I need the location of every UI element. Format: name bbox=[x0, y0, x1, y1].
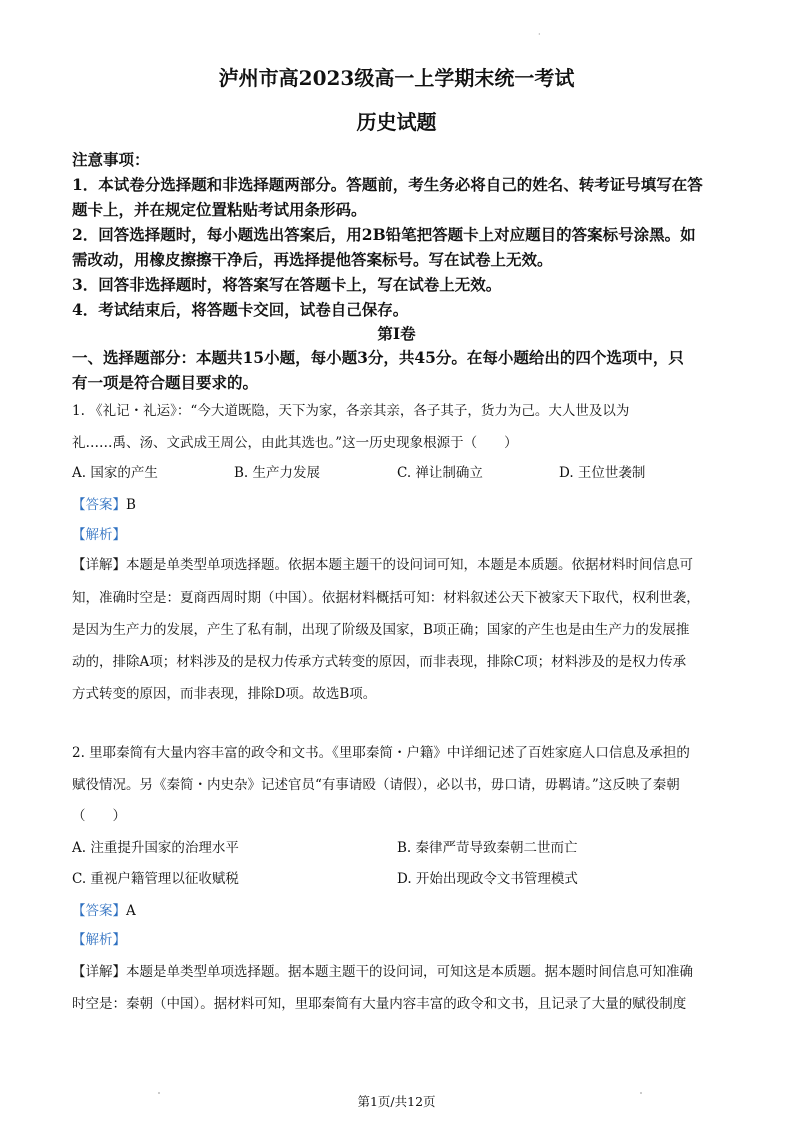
notice-line: 4．考试结束后，将答题卡交回，试卷自己保存。 bbox=[72, 300, 409, 319]
analysis-label: 【解析】 bbox=[72, 527, 126, 543]
exam-title: 泸州市高2023级高一上学期末统一考试 bbox=[218, 66, 575, 90]
q1-stem: 1. 《礼记・礼运》：“今大道既隐，天下为家，各亲其亲，各子其子，货力为己。大人世及以为 bbox=[72, 403, 630, 419]
section-heading: 有一项是符合题目要求的。 bbox=[72, 373, 259, 392]
analysis-label: 【解析】 bbox=[72, 932, 126, 948]
q2-option-b: B. 秦律严苛导致秦朝二世而亡 bbox=[397, 840, 578, 856]
notice-line: 3．回答非选择题时，将答案写在答题卡上，写在试卷上无效。 bbox=[72, 275, 502, 294]
q1-option-b: B. 生产力发展 bbox=[234, 465, 321, 481]
detail-text: 知，准确时空是：夏商西周时期（中国）。依据材料概括可知：材料叙述公天下被家天下取代，权利世袭， bbox=[72, 590, 700, 606]
detail-label: 【详解】 bbox=[72, 964, 126, 980]
detail-text: 本题是单类型单项选择题。据本题主题干的设问词，可知这是本质题。据本题时间信息可知准确 bbox=[126, 964, 693, 980]
detail-label: 【详解】 bbox=[72, 557, 126, 573]
q2-option-a: A. 注重提升国家的治理水平 bbox=[72, 840, 239, 856]
q2-option-d: D. 开始出现政令文书管理模式 bbox=[397, 871, 578, 887]
detail-text: 动的，排除A项；材料涉及的是权力传承方式转变的原因，而非表现，排除C项；材料涉及的是权力传承 bbox=[72, 654, 687, 670]
q1-option-d: D. 王位世袭制 bbox=[559, 465, 646, 481]
answer-value: B bbox=[126, 497, 136, 513]
detail-text: 时空是：秦朝（中国）。据材料可知，里耶秦简有大量内容丰富的政令和文书，且记录了大量的赋役制度 bbox=[72, 996, 687, 1012]
q2-option-c: C. 重视户籍管理以征收赋税 bbox=[72, 871, 239, 887]
detail-text: 方式转变的原因，而非表现，排除D项。故选B项。 bbox=[72, 686, 377, 702]
q1-option-c: C. 禅让制确立 bbox=[397, 465, 483, 481]
notice-line: 需改动，用橡皮擦擦干净后，再选择提他答案标号。写在试卷上无效。 bbox=[72, 250, 553, 269]
page-footer: 第1页/共12页 bbox=[357, 1094, 436, 1109]
notice-line: 题卡上，并在规定位置粘贴考试用条形码。 bbox=[72, 200, 367, 219]
q2-answer bbox=[72, 899, 136, 919]
detail-text: 是因为生产力的发展，产生了私有制，出现了阶级及国家，B项正确；国家的产生也是由生产力的发展推 bbox=[72, 622, 690, 638]
answer-value: A bbox=[126, 903, 136, 919]
q1-stem: 礼……禹、汤、文武成王周公，由此其选也。”这一历史现象根源于（ ） bbox=[72, 435, 518, 451]
q2-stem: 2. 里耶秦简有大量内容丰富的政令和文书。《里耶秦简・户籍》中详细记述了百姓家庭人口信息及承担的 bbox=[72, 745, 690, 761]
q1-answer bbox=[72, 493, 136, 513]
q1-option-a: A. 国家的产生 bbox=[72, 465, 158, 481]
q2-stem: 赋役情况。另《秦简・内史杂》记述官员“有事请殴（请假），必以书，毋口请，毋羁请。”这反映了秦朝 bbox=[72, 777, 680, 793]
answer-label: 【答案】 bbox=[72, 497, 126, 513]
notice-line: 1．本试卷分选择题和非选择题两部分。答题前，考生务必将自己的姓名、转考证号填写在答 bbox=[72, 175, 703, 194]
answer-label: 【答案】 bbox=[72, 903, 126, 919]
notice-line: 2．回答选择题时，每小题选出答案后，用2B铅笔把答题卡上对应题目的答案标号涂黑。如 bbox=[72, 225, 696, 244]
detail-text: 本题是单类型单项选择题。依据本题主题干的设问词可知，本题是本质题。依据材料时间信息可 bbox=[126, 557, 693, 573]
corner-dot: · bbox=[538, 30, 541, 39]
q2-stem: （ ） bbox=[72, 808, 126, 824]
section-heading: 一、选择题部分：本题共15小题，每小题3分，共45分。在每小题给出的四个选项中，只 bbox=[72, 348, 684, 367]
volume-heading: 第Ⅰ卷 bbox=[377, 324, 416, 343]
exam-subtitle: 历史试题 bbox=[356, 110, 437, 134]
notice-heading: 注意事项： bbox=[72, 150, 150, 169]
q2-detail bbox=[72, 960, 693, 980]
q1-detail bbox=[72, 553, 693, 573]
